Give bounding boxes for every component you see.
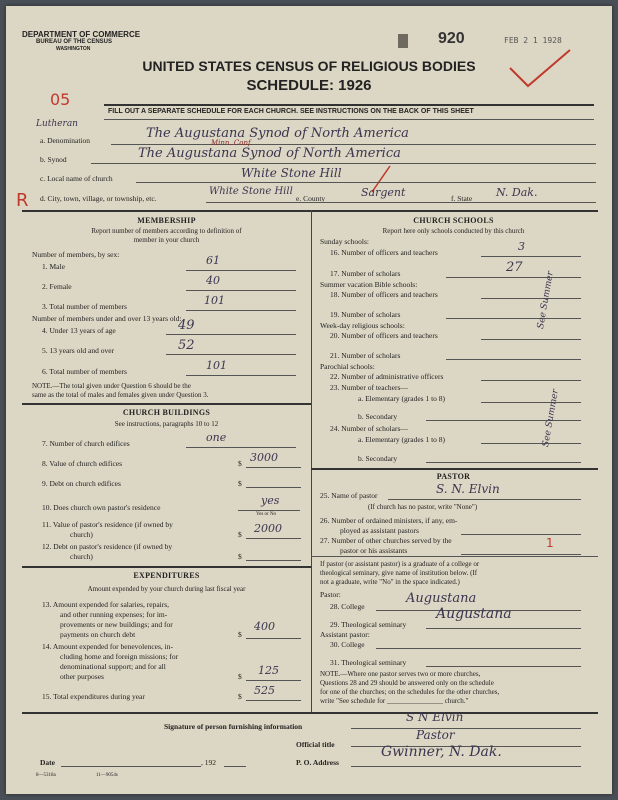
denomination-note: Lutheran: [36, 119, 78, 129]
form-number: 8—5318a: [36, 773, 56, 778]
buildings-sub: See instructions, paragraphs 10 to 12: [114, 420, 219, 428]
membership-title: MEMBERSHIP: [137, 216, 196, 225]
female-value[interactable]: 40: [206, 274, 220, 287]
q23a-label: a. Elementary (grades 1 to 8): [358, 394, 446, 403]
total2-label: 6. Total number of members: [42, 367, 127, 376]
res-debt-label2: church): [70, 552, 93, 561]
grad-line3: not a graduate, write "No" in the space indicated.): [320, 578, 460, 586]
instruction-line: FILL OUT A SEPARATE SCHEDULE FOR EACH CHURCH. SEE INSTRUCTIONS ON THE BACK OF THIS SHEET: [108, 108, 474, 115]
q22-label: 22. Number of administrative officers: [330, 372, 444, 381]
grad-line2: theological seminary, give name of institution below. (If: [320, 569, 478, 577]
res-debt-label1: 12. Debt on pastor's residence (if owned by: [42, 542, 173, 551]
q24-label: 24. Number of scholars—: [330, 424, 408, 433]
synod-label: b. Synod: [40, 155, 67, 164]
under-13-label: 4. Under 13 years of age: [42, 326, 116, 335]
pastor-note2: Questions 28 and 29 should be answered only on the schedule: [320, 679, 494, 687]
q28-label: 28. College: [330, 602, 365, 611]
over-13-value[interactable]: 52: [178, 338, 195, 353]
female-label: 2. Female: [42, 282, 72, 291]
by-sex-label: Number of members, by sex:: [32, 250, 120, 259]
city-label: d. City, town, village, or township, etc.: [40, 194, 157, 203]
side-note-2: See Summer: [541, 388, 561, 448]
membership-note2: same as the total of males and females given under Question 3.: [32, 391, 209, 399]
q26-line2: ployed as assistant pastors: [340, 526, 419, 535]
denomination-value[interactable]: The Augustana Synod of North America: [146, 126, 409, 141]
side-note-1: See Summer: [536, 270, 556, 330]
over-13-label: 5. 13 years old and over: [42, 346, 115, 355]
pastor-title: PASTOR: [436, 472, 471, 481]
red-code: 05: [50, 90, 71, 109]
buildings-title: CHURCH BUILDINGS: [122, 408, 211, 417]
q18-label: 18. Number of officers and teachers: [330, 290, 438, 299]
edifices-label: 7. Number of church edifices: [42, 439, 130, 448]
city-name: WASHINGTON: [56, 46, 91, 52]
denomination-label: a. Denomination: [40, 136, 90, 145]
signature-value[interactable]: S N Elvin: [406, 710, 464, 724]
total2-value[interactable]: 101: [206, 359, 227, 372]
pastor-note4: write "See schedule for ________________ church.": [320, 697, 469, 705]
date-label: Date: [40, 758, 55, 767]
q14-line3: denominational support; and for all: [60, 662, 166, 671]
county-label: e. County: [296, 194, 326, 203]
pastor-sub-label: Pastor:: [320, 590, 341, 599]
local-name-value[interactable]: White Stone Hill: [241, 166, 342, 180]
weekday-label: Week-day religious schools:: [320, 321, 405, 330]
official-title-label: Official title: [296, 740, 335, 749]
q29-label: 29. Theological seminary: [330, 620, 407, 629]
q21-label: 21. Number of scholars: [330, 351, 401, 360]
schedule-title: SCHEDULE: 1926: [246, 77, 372, 94]
q16-label: 16. Number of officers and teachers: [330, 248, 438, 257]
census-schedule-sheet: DEPARTMENT OF COMMERCE BUREAU OF THE CENSUS WASHINGTON 920 FEB 2 1 1928 UNITED STATES CENSUS OF RELIGIOUS BODIES SCHEDULE: 1926 05 FILL OUT A SEPARATE SCHEDULE FOR EACH CHURCH. SEE INSTRUCTIONS ON THE BACK OF THIS SHEET Lutheran a. Denomination The Augustana Synod of North America Minn. Conf. b. Synod The Augustana Synod of North America c. Local name of church White Stone Hill R d. City, town, village, or township, etc. White Stone Hill e. County Sargent f. State N. Dak. MEMBERSHIP Report number of members according to definition of member in your church Number of members, by sex: 1. Male 61 2. Female 40 3. Total number of members 101 Number of members under and over 13 years old: 4. Under 13 years of age 49 5. 13 years old and over 52 6. Total number of members 101 NOTE.—The total given under Question 6 should be the same as the total of males and females given under Question 3. CHURCH BUILDINGS See instructions, paragraphs 10 to 12 7. Number of church edifices one 8. Value of church edifices $ 3000 9. Debt on church edifices $ 10. Does church own pastor's residence yes Yes or No 11. Value of pastor's residence (if owned by church) $ 2000 12. Debt on pastor's residence (if owned by church) $ EXPENDITURES Amount expended by your church during last fiscal year 13. Amount expended for salaries, repairs, and other running expenses; for im- provements or new buildings; and for payments on church debt $ 400 14. Amount expended for benevolences, in- cluding home and foreign missions; for denominational support; and for all other purposes $ 125 15. Total expenditures during year $ 525 CHURCH SCHOOLS Report here only schools conducted by this church Sunday schools: 16. Number of officers and teachers 3 17. Number of scholars 27 Summer vacation Bible schools: 18. Number of officers and teachers 19. Number of scholars Week-day religious schools: 20. Number of officers and teachers 21. Number of scholars Parochial schools: 22. Number of administrative officers 23. Number of teachers— a. Elementary (grades 1 to 8) b. Secondary 24. Number of scholars— a. Elementary (grades 1 to 8) b. Secondary See Summer See Summer PASTOR 25. Name of pastor S. N. Elvin (If church has no pastor, write "None") 26. Number of ordained ministers, if any, em- ployed as assistant pastors 27. Number of other churches served by the pastor or his assistants 1 If pastor (or assistant pastor) is a graduate of a college or theological seminary, give name of institution below. (If not a graduate, write "No" in the space indicated.) Pastor: 28. College Augustana 29. Theological seminary Augustana Assistant pastor: 30. College 31. Theological seminary NOTE.—Where one pastor serves two or more churches, Questions 28 and 29 should be answered only on the schedule for one of the churches; on the schedules for the other churches, write "See schedule for ________________ church." Signature of person furnishing information S N Elvin Official title Pastor Date , 192 P. O. Address Gwinner, N. Dak. 8—5318a 11—9054s: [6, 6, 612, 794]
q13-line3: provements or new buildings; and for: [60, 620, 173, 629]
q20-label: 20. Number of officers and teachers: [330, 331, 438, 340]
q17-label: 17. Number of scholars: [330, 269, 401, 278]
q26-line1: 26. Number of ordained ministers, if any, em-: [320, 516, 458, 525]
print-number: 11—9054s: [96, 773, 118, 778]
parochial-label: Parochial schools:: [320, 362, 375, 371]
q25-note: (If church has no pastor, write "None"): [368, 503, 478, 511]
official-title-value[interactable]: Pastor: [416, 728, 455, 742]
q23-label: 23. Number of teachers—: [330, 383, 408, 392]
form-title: UNITED STATES CENSUS OF RELIGIOUS BODIES: [142, 58, 476, 74]
age-label: Number of members under and over 13 years old:: [32, 314, 182, 323]
q23b-label: b. Secondary: [358, 412, 398, 421]
po-address-label: P. O. Address: [296, 758, 339, 767]
q25-value[interactable]: S. N. Elvin: [436, 482, 500, 496]
stamp-number: 920: [438, 30, 465, 47]
synod-note: Minn. Conf.: [211, 139, 253, 147]
expenditures-title: EXPENDITURES: [133, 571, 200, 580]
state-label: f. State: [451, 194, 473, 203]
pastor-note3: for one of the churches; on the schedules for the other churches,: [320, 688, 500, 696]
q16-value[interactable]: 3: [518, 240, 525, 253]
q24a-label: a. Elementary (grades 1 to 8): [358, 435, 446, 444]
q24b-label: b. Secondary: [358, 454, 398, 463]
state-value[interactable]: N. Dak.: [496, 186, 538, 199]
q30-label: 30. College: [330, 640, 365, 649]
res-value-label1: 11. Value of pastor's residence (if owned by: [42, 520, 173, 529]
yes-no-hint: Yes or No: [256, 512, 277, 517]
membership-sub2: member in your church: [133, 236, 200, 244]
edifice-value-label: 8. Value of church edifices: [42, 459, 123, 468]
summer-label: Summer vacation Bible schools:: [320, 280, 418, 289]
q27-value[interactable]: 1: [546, 536, 554, 550]
stamp-mark-icon: [398, 34, 408, 48]
q14-line4: other purposes: [60, 672, 104, 681]
sunday-label: Sunday schools:: [320, 237, 369, 246]
edifice-value-value[interactable]: 3000: [250, 451, 278, 464]
q19-label: 19. Number of scholars: [330, 310, 401, 319]
q29-value[interactable]: Augustana: [436, 606, 512, 622]
res-value-label2: church): [70, 530, 93, 539]
date-stamp: FEB 2 1 1928: [504, 36, 562, 45]
edifice-debt-label: 9. Debt on church edifices: [42, 479, 121, 488]
under-13-value[interactable]: 49: [178, 318, 195, 333]
synod-value[interactable]: The Augustana Synod of North America: [138, 146, 401, 161]
male-value[interactable]: 61: [206, 254, 220, 267]
asst-label: Assistant pastor:: [320, 630, 370, 639]
residence-value[interactable]: yes: [261, 494, 280, 507]
q17-value[interactable]: 27: [506, 260, 523, 275]
membership-note1: NOTE.—The total given under Question 6 should be the: [32, 382, 191, 390]
q14-line2: cluding home and foreign missions; for: [60, 652, 179, 661]
county-value[interactable]: Sargent: [361, 186, 406, 199]
q25-label: 25. Name of pastor: [320, 491, 378, 500]
schools-sub: Report here only schools conducted by this church: [382, 227, 525, 235]
q14-line1: 14. Amount expended for benevolences, in-: [42, 642, 174, 651]
q13-line1: 13. Amount expended for salaries, repairs,: [42, 600, 170, 609]
q13-value[interactable]: 400: [254, 620, 275, 633]
q15-value[interactable]: 525: [254, 684, 275, 697]
bureau-name: BUREAU OF THE CENSUS: [36, 39, 113, 45]
date-year: , 192: [201, 758, 216, 767]
male-label: 1. Male: [42, 262, 65, 271]
red-mark: R: [16, 190, 29, 211]
grad-line1: If pastor (or assistant pastor) is a graduate of a college or: [320, 560, 480, 568]
q14-value[interactable]: 125: [258, 664, 279, 677]
q15-label: 15. Total expenditures during year: [42, 692, 145, 701]
pastor-note1: NOTE.—Where one pastor serves two or more churches,: [320, 670, 481, 678]
expenditures-sub: Amount expended by your church during last fiscal year: [87, 585, 246, 593]
membership-sub1: Report number of members according to definition of: [91, 227, 242, 235]
department-name: DEPARTMENT OF COMMERCE: [22, 30, 141, 39]
city-value[interactable]: White Stone Hill: [209, 186, 293, 197]
signature-label: Signature of person furnishing information: [164, 722, 303, 731]
q27-line1: 27. Number of other churches served by the: [320, 536, 452, 545]
q13-line4: payments on church debt: [60, 630, 136, 639]
po-address-value[interactable]: Gwinner, N. Dak.: [381, 744, 502, 760]
res-value-value[interactable]: 2000: [254, 522, 282, 535]
edifices-value[interactable]: one: [206, 431, 227, 444]
residence-label: 10. Does church own pastor's residence: [42, 503, 161, 512]
total-members-value[interactable]: 101: [204, 294, 225, 307]
local-name-label: c. Local name of church: [40, 174, 113, 183]
q31-label: 31. Theological seminary: [330, 658, 407, 667]
q13-line2: and other running expenses; for im-: [60, 610, 168, 619]
total-members-label: 3. Total number of members: [42, 302, 127, 311]
q27-line2: pastor or his assistants: [340, 546, 408, 555]
schools-title: CHURCH SCHOOLS: [413, 216, 494, 225]
q28-value[interactable]: Augustana: [406, 591, 477, 606]
